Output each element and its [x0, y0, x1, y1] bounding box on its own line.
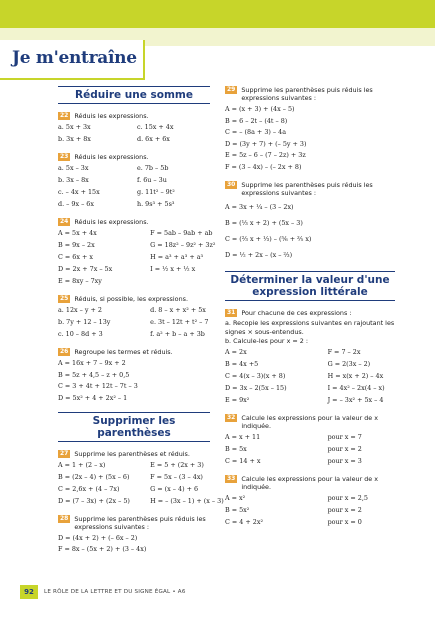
- list-item: G = 2(3x – 2): [327, 359, 371, 368]
- list-item: pour x = 2: [327, 444, 362, 453]
- list-item: I = 4x² – 2x(4 – x): [327, 383, 385, 392]
- list-item: H = – (3x – 1) + (x – 3): [150, 497, 224, 505]
- exercise-number: 27: [60, 450, 69, 457]
- exercise-24: [58, 218, 216, 287]
- list-item: H = x(x + 2) – 4x: [327, 371, 384, 380]
- sub-question-a: a. Recopie les expressions suivantes en rajoutant les signes × sous-entendus.: [225, 319, 395, 336]
- right-column: [225, 86, 395, 536]
- list-item: f. a² + b – a + 3b: [150, 330, 205, 338]
- list-item: F = 5x – (3 – 4x): [150, 473, 203, 481]
- list-item: d. 8 – x + x² + 5x: [150, 306, 206, 314]
- exercise-32: [225, 414, 395, 467]
- list-item: E = 9x²: [225, 395, 250, 404]
- exercise-33: [225, 475, 395, 528]
- exercise-number: 30: [227, 181, 236, 188]
- list-item: pour x = 2: [327, 505, 362, 514]
- exercise-number: 28: [60, 515, 69, 522]
- exercise-instruction: Supprime les parenthèses puis réduis les expressions suivantes :: [74, 515, 206, 531]
- list-item: C = – (8a + 3) – 4a: [225, 128, 287, 136]
- exercise-number: 23: [60, 153, 69, 160]
- footer: [20, 585, 186, 599]
- list-item: B = 6 – 2t – (4t – 8): [225, 116, 288, 125]
- exercise-number: 25: [60, 295, 69, 302]
- exercise-instruction: Supprime les parenthèses et réduis.: [74, 450, 190, 458]
- left-column: [58, 86, 224, 563]
- list-item: A = x + 11: [225, 432, 261, 441]
- exercise-number: 24: [60, 218, 69, 225]
- list-item: e. 7b – 5b: [137, 164, 169, 172]
- list-item: d. 6x + 6x: [137, 135, 170, 143]
- list-item: G = 18z² – 9z² + 3z²: [150, 241, 216, 249]
- list-item: h. 9s³ + 5s³: [137, 200, 175, 208]
- list-item: C = 4(x – 3)(x + 8): [225, 371, 286, 380]
- list-item: F = (3 – 4x) – (– 2x + 8): [225, 162, 302, 171]
- list-item: H = a³ + a³ + a³: [150, 253, 204, 261]
- list-item: c. – 4x + 15x: [58, 188, 100, 196]
- exercise-instruction: Réduis, si possible, les expressions.: [74, 295, 188, 303]
- list-item: pour x = 3: [327, 456, 362, 465]
- list-item: A = 2x: [225, 347, 247, 356]
- list-item: E = 5 + (2x + 3): [150, 461, 204, 469]
- section-title-valeur: Déterminer la valeur d'une expression littérale: [225, 271, 395, 301]
- list-item: c. 15x + 4x: [137, 123, 174, 131]
- page-number: 92: [20, 585, 38, 599]
- list-item: F = 5ab – 9ab + ab: [150, 229, 213, 237]
- list-item: C = (⅔ x + ⅓) – (⅚ + ⅖ x): [225, 235, 312, 243]
- exercise-30: [225, 181, 395, 263]
- exercise-instruction: Supprime les parenthèses puis réduis les expressions suivantes :: [241, 181, 373, 197]
- list-item: A = 16x + 7 – 9x + 2: [58, 359, 126, 367]
- list-item: a. 12x – y + 2: [58, 306, 102, 314]
- list-item: f. 6u – 3u: [137, 176, 167, 184]
- exercise-25: [58, 295, 210, 340]
- list-item: B = 5z + 4,5 – z + 0,5: [58, 370, 130, 379]
- list-item: b. 3x – 8x: [58, 176, 89, 184]
- exercise-number: 31: [227, 309, 236, 316]
- exercise-number: 26: [60, 348, 69, 355]
- list-item: I = ½ x + ½ x: [150, 265, 196, 273]
- section-title-reduire: Réduire une somme: [58, 86, 210, 104]
- list-item: A = (x + 3) + (4x – 5): [225, 105, 295, 113]
- list-item: B = (2x – 4) + (5x – 6): [58, 473, 130, 481]
- list-item: C = 3 + 4t + 12t – 7t – 3: [58, 382, 138, 390]
- exercise-31: [225, 309, 395, 406]
- exercise-instruction: Réduis les expressions.: [74, 153, 149, 161]
- exercise-number: 33: [227, 474, 236, 482]
- list-item: D = 5x² + 4 + 2x² – 1: [58, 393, 128, 402]
- list-item: D = (4x + 2) + (– 6x – 2): [58, 534, 138, 542]
- list-item: B = (⅓ x + 2) + (5x – 3): [225, 219, 303, 227]
- exercise-26: [58, 348, 210, 404]
- list-item: G = (x – 4) + 6: [150, 485, 199, 493]
- list-item: d. – 9x – 6x: [58, 200, 94, 208]
- list-item: D = 2x + 7x – 5x: [58, 265, 113, 273]
- list-item: D = ½ + 2x – (x – ⅔): [225, 251, 293, 259]
- exercise-instruction: Supprime les parenthèses puis réduis les expressions suivantes :: [241, 86, 373, 102]
- exercise-28: [58, 515, 210, 555]
- exercise-instruction: Regroupe les termes et réduis.: [74, 348, 173, 356]
- list-item: C = 14 + x: [225, 456, 261, 465]
- list-item: C = 6x + x: [58, 253, 93, 261]
- list-item: a. 5x – 3x: [58, 164, 89, 172]
- exercise-instruction: Calcule les expressions pour la valeur de x indiquée.: [241, 413, 379, 430]
- list-item: e. 3t – 12t + t² – 7: [150, 318, 209, 326]
- list-item: B = 4x +5: [225, 359, 259, 368]
- list-item: g. 11t² – 9t²: [137, 188, 175, 196]
- list-item: D = (7 – 3x) + (2x – 5): [58, 497, 130, 505]
- exercise-number: 32: [227, 413, 236, 421]
- list-item: B = 5x: [225, 444, 247, 453]
- list-item: J = – 3x² + 5x – 4: [327, 395, 384, 404]
- exercise-number: 22: [60, 112, 69, 119]
- list-item: pour x = 2,5: [327, 493, 368, 502]
- exercise-22: [58, 112, 210, 145]
- list-item: b. 3x + 8x: [58, 135, 91, 143]
- page-title: Je m'entraîne: [12, 48, 137, 68]
- exercise-number: 29: [227, 86, 236, 93]
- list-item: [150, 276, 214, 287]
- footer-text: LE RÔLE DE LA LETTRE ET DU SIGNE ÉGAL • A6: [44, 589, 186, 595]
- exercise-27: [58, 450, 224, 507]
- list-item: D = 3x – 2(5x – 15): [225, 383, 287, 392]
- list-item: E = 5z – 6 – (7 – 2z) + 3z: [225, 151, 306, 159]
- section-title-parentheses: Supprimer les parenthèses: [58, 412, 210, 442]
- list-item: F = 7 – 2x: [327, 347, 361, 356]
- list-item: A = 3x + ¼ – (3 – 2x): [225, 203, 294, 211]
- list-item: A = 5x + 4x: [58, 229, 97, 237]
- list-item: D = (3y + 7) + (– 5y + 3): [225, 139, 307, 148]
- list-item: c. 10 – 8d + 3: [58, 330, 103, 338]
- list-item: a. 5x + 3x: [58, 123, 91, 131]
- list-item: pour x = 7: [327, 432, 362, 441]
- list-item: E = 8xy – 7xy: [58, 277, 102, 285]
- list-item: b. 7y + 12 – 13y: [58, 318, 111, 326]
- list-item: B = 5x²: [225, 505, 250, 514]
- list-item: pour x = 0: [327, 517, 362, 526]
- exercise-23: [58, 153, 210, 210]
- list-item: B = 9x – 2x: [58, 241, 95, 249]
- exercise-instruction: Pour chacune de ces expressions :: [241, 309, 352, 317]
- exercise-instruction: Réduis les expressions.: [74, 218, 149, 226]
- sub-question-b: b. Calcule-les pour x = 2 :: [225, 337, 309, 345]
- list-item: A = 1 + (2 – x): [58, 461, 106, 469]
- exercise-instruction: Calcule les expressions pour la valeur de x indiquée.: [241, 474, 379, 491]
- list-item: A = x²: [225, 493, 246, 502]
- exercise-instruction: Réduis les expressions.: [74, 112, 149, 120]
- list-item: C = 4 + 2x²: [225, 517, 264, 526]
- list-item: C = 2,6x + (4 – 7x): [58, 485, 120, 493]
- exercise-29: [225, 86, 395, 173]
- list-item: F = 8x – (5x + 2) + (3 – 4x): [58, 545, 147, 553]
